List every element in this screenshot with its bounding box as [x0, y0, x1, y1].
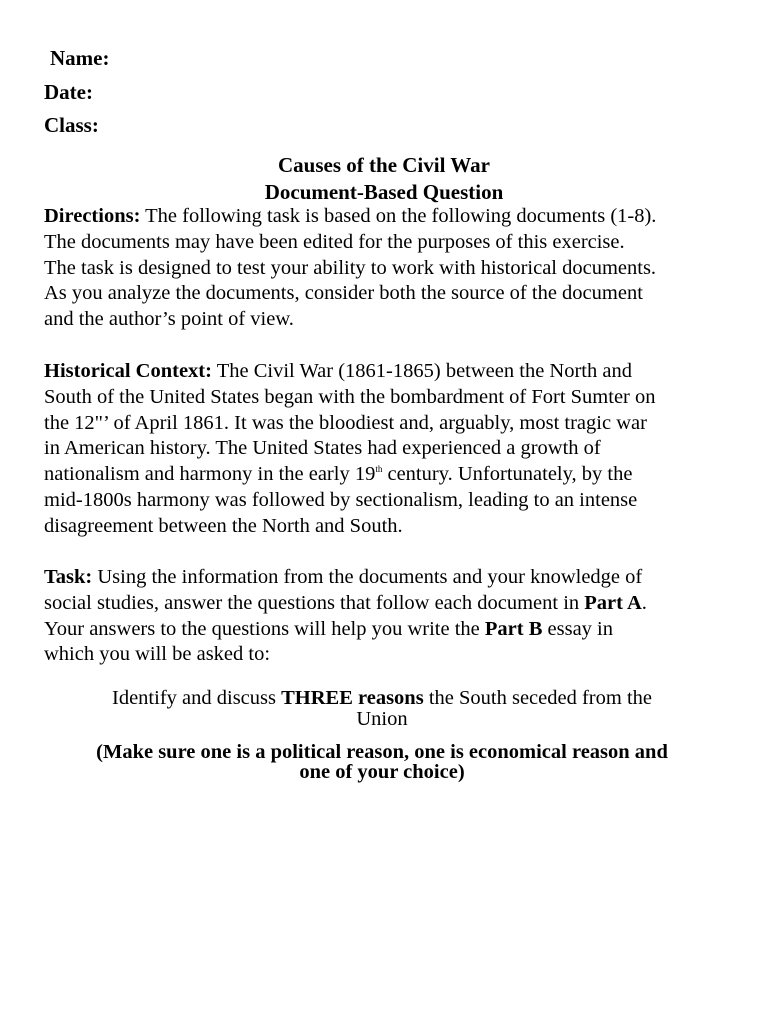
context-label: Historical Context: — [44, 360, 212, 382]
directions-label: Directions: — [44, 205, 141, 227]
context-line-3: the 12"’ of April 1861. It was the bloodiest and, arguably, most tragic war — [44, 411, 647, 434]
directions-line-1: Directions: The following task is based on the following documents (1-8). — [44, 205, 657, 227]
note-line-1: (Make sure one is a political reason, one is economical reason and — [96, 741, 668, 763]
three-reasons-emphasis: THREE reasons — [281, 687, 424, 709]
directions-line-2: The documents may have been edited for the purposes of this exercise. — [44, 230, 625, 253]
directions-line-5: and the author’s point of view. — [44, 308, 294, 331]
task-line-3: Your answers to the questions will help you write the Part B essay in — [44, 617, 614, 640]
task-line-4: which you will be asked to: — [44, 643, 271, 666]
prompt-line-2: Union — [356, 708, 408, 730]
prompt-line-1: Identify and discuss THREE reasons the South seceded from the — [112, 687, 652, 709]
directions-line-4: As you analyze the documents, consider both the source of the document — [44, 282, 643, 305]
historical-context-paragraph — [44, 359, 734, 540]
task-line-2: social studies, answer the questions that follow each document in Part A. — [44, 591, 647, 614]
context-line-1: Historical Context: The Civil War (1861-1865) between the North and — [44, 360, 632, 382]
essay-note — [44, 742, 720, 782]
directions-paragraph — [44, 204, 734, 333]
note-line-2: one of your choice) — [299, 761, 465, 783]
part-a-label: Part A — [584, 591, 642, 614]
task-line-1: Task: Using the information from the documents and your knowledge of — [44, 566, 643, 588]
document-title: Causes of the Civil War — [278, 153, 490, 177]
context-line-2: South of the United States began with the bombardment of Fort Sumter on — [44, 385, 656, 408]
task-paragraph — [44, 565, 734, 668]
directions-line-3: The task is designed to test your ability to work with historical documents. — [44, 256, 657, 279]
class-label: Class: — [44, 113, 99, 137]
essay-prompt — [44, 688, 720, 730]
document-subtitle: Document-Based Question — [264, 180, 504, 204]
task-label: Task: — [44, 566, 93, 588]
ordinal-superscript: th — [375, 464, 383, 475]
context-line-5: nationalism and harmony in the early 19th century. Unfortunately, by the — [44, 463, 633, 486]
date-label: Date: — [44, 80, 93, 104]
part-b-label: Part B — [484, 617, 543, 640]
context-line-4: in American history. The United States had experienced a growth of — [44, 437, 601, 460]
context-line-6: mid-1800s harmony was followed by sectionalism, leading to an intense — [44, 488, 638, 511]
context-line-7: disagreement between the North and South. — [44, 514, 403, 537]
name-label: Name: — [50, 46, 110, 70]
